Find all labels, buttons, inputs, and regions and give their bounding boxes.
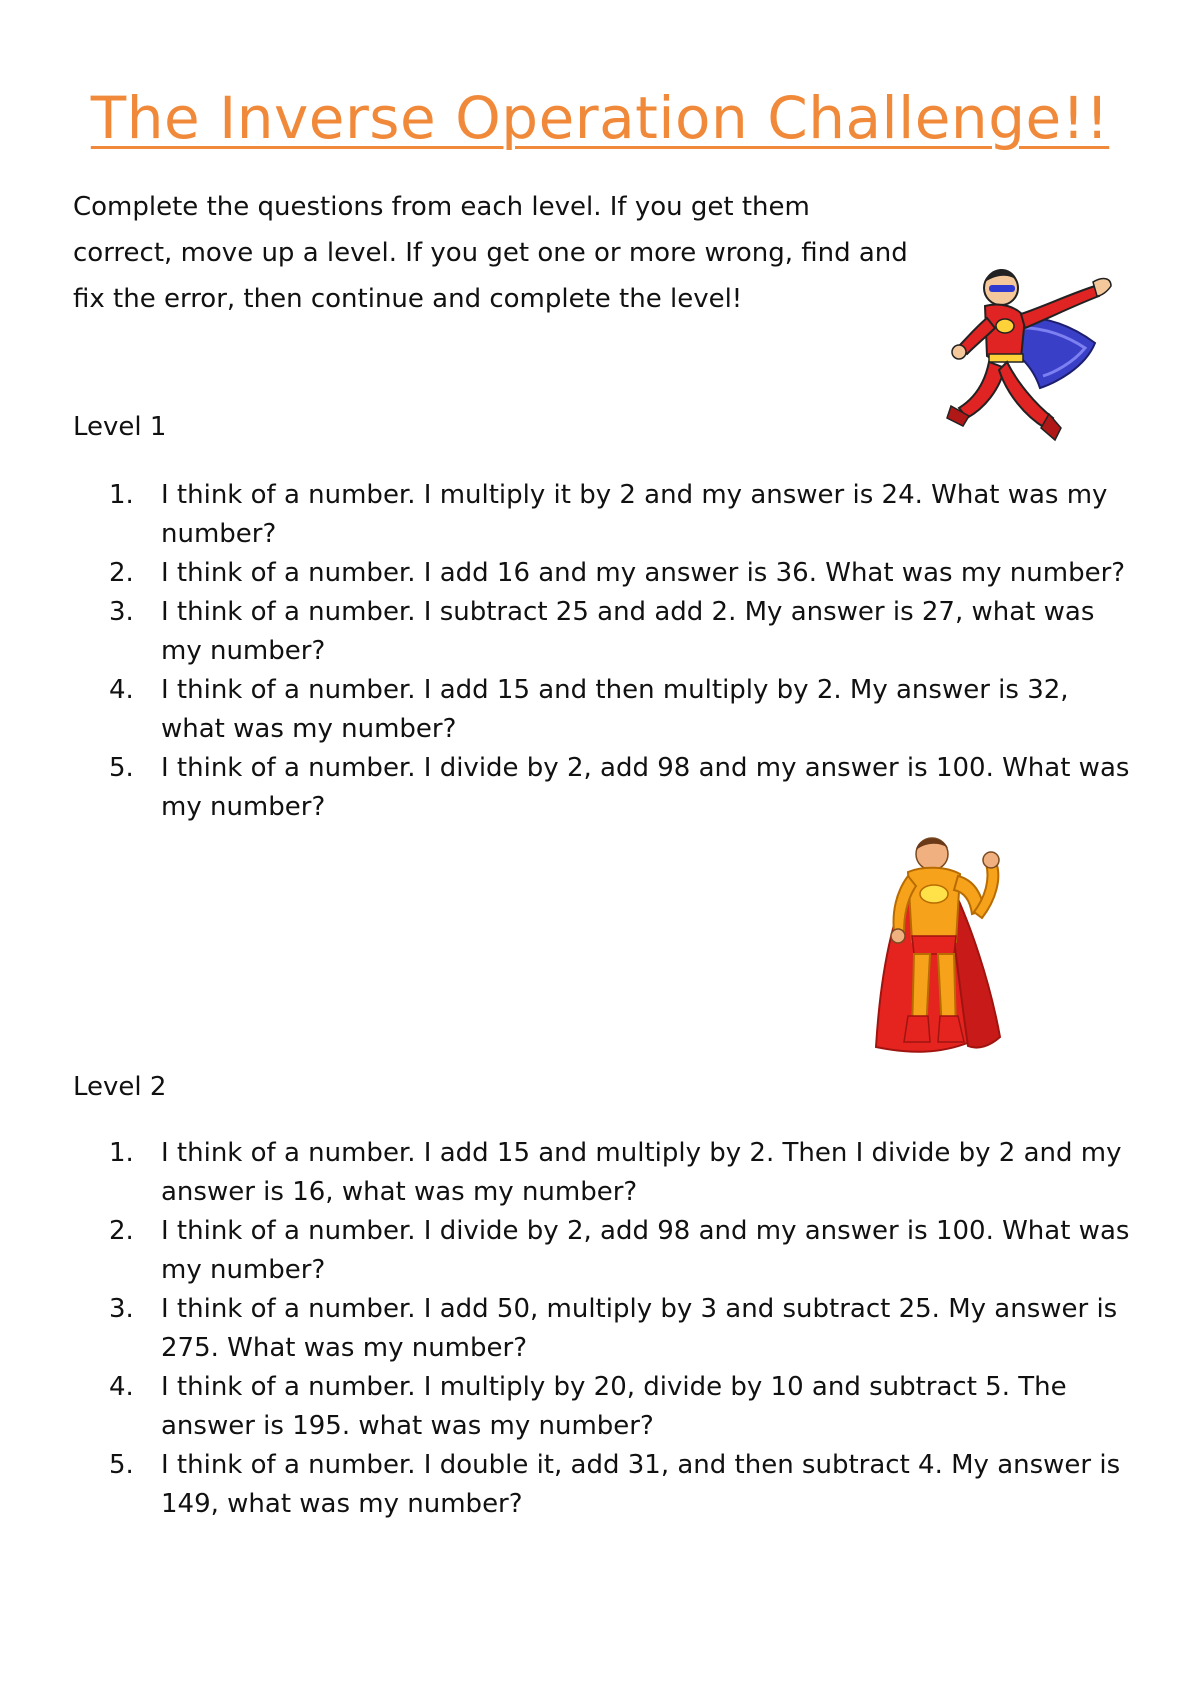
list-item [73,1134,1133,1212]
level-1-questions [73,476,1133,827]
question-text: I think of a number. I subtract 25 and add 2. My answer is 27, what was my number? [161,597,1095,666]
question-text: I think of a number. I add 16 and my answer is 36. What was my number? [161,558,1126,588]
flying-superhero-image [945,258,1115,444]
level-1-heading: Level 1 [73,412,167,442]
question-number: 2. [109,558,134,588]
question-text: I think of a number. I double it, add 31, and then subtract 4. My answer is 149, what was my number? [161,1450,1121,1519]
list-item [73,671,1133,749]
question-text: I think of a number. I divide by 2, add 98 and my answer is 100. What was my number? [161,753,1130,822]
question-number: 2. [109,1216,134,1246]
page-title: The Inverse Operation Challenge!! [90,84,1110,152]
question-number: 4. [109,675,134,705]
list-item [73,1446,1133,1524]
question-text: I think of a number. I divide by 2, add 98 and my answer is 100. What was my number? [161,1216,1130,1285]
question-text: I think of a number. I add 50, multiply by 3 and subtract 25. My answer is 275. What was my number? [161,1294,1118,1363]
list-item [73,1368,1133,1446]
question-text: I think of a number. I multiply it by 2 and my answer is 24. What was my number? [161,480,1108,549]
question-number: 1. [109,1138,134,1168]
question-text: I think of a number. I add 15 and multiply by 2. Then I divide by 2 and my answer is 16, what was my number? [161,1138,1122,1207]
list-item [73,593,1133,671]
list-item [73,476,1133,554]
level-2-heading: Level 2 [73,1072,167,1102]
level-2-questions [73,1134,1133,1524]
intro-paragraph: Complete the questions from each level. If you get them correct, move up a level. If you get one or more wrong, find and fix the error, then continue and complete the level! [73,192,908,314]
list-item [73,554,1133,593]
question-number: 5. [109,753,134,783]
question-number: 3. [109,1294,134,1324]
question-text: I think of a number. I add 15 and then multiply by 2. My answer is 32, what was my number? [161,675,1069,744]
standing-superhero-image [850,832,1040,1062]
question-number: 4. [109,1372,134,1402]
list-item [73,1212,1133,1290]
question-number: 5. [109,1450,134,1480]
question-number: 3. [109,597,134,627]
question-number: 1. [109,480,134,510]
question-text: I think of a number. I multiply by 20, divide by 10 and subtract 5. The answer is 195. what was my number? [161,1372,1067,1441]
list-item [73,749,1133,827]
list-item [73,1290,1133,1368]
